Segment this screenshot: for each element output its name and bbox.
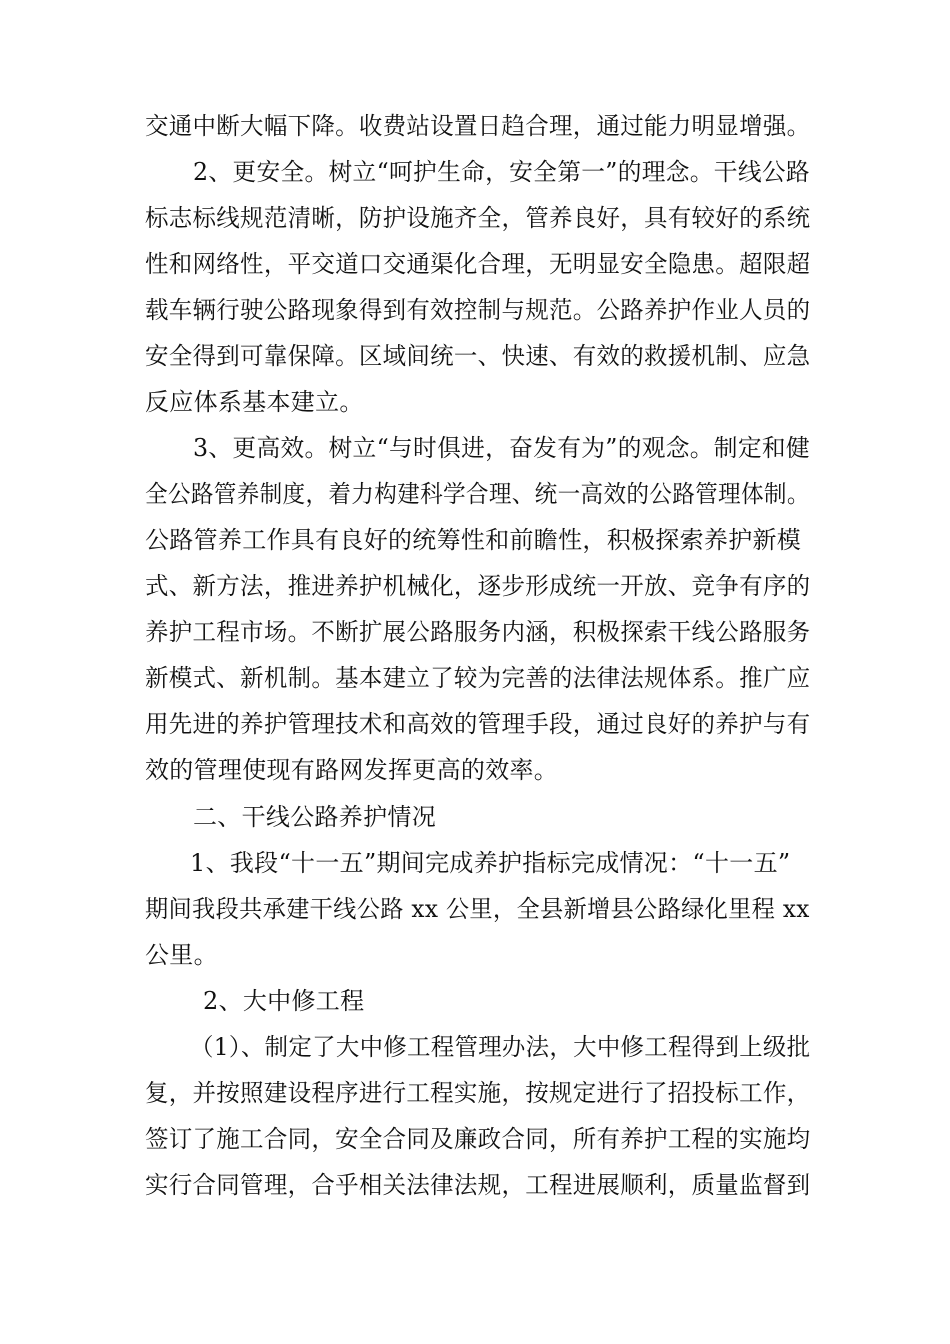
- body-text-line: 1、我段“十一五”期间完成养护指标完成情况：“十一五”: [190, 849, 791, 877]
- body-text-line: 用先进的养护管理技术和高效的管理手段，通过良好的养护与有: [145, 710, 811, 738]
- subsection-heading: 2、大中修工程: [203, 987, 365, 1015]
- body-text-line: 式、新方法，推进养护机械化，逐步形成统一开放、竞争有序的: [145, 572, 811, 600]
- body-text-line: 签订了施工合同，安全合同及廉政合同，所有养护工程的实施均: [145, 1125, 811, 1153]
- body-text-line: 新模式、新机制。基本建立了较为完善的法律法规体系。推广应: [145, 664, 811, 692]
- body-text-line: 公路管养工作具有良好的统筹性和前瞻性，积极探索养护新模: [145, 526, 802, 554]
- body-text-line: 交通中断大幅下降。收费站设置日趋合理，通过能力明显增强。: [145, 112, 811, 140]
- body-text-line: 性和网络性，平交道口交通渠化合理，无明显安全隐患。超限超: [145, 250, 811, 278]
- body-text-line: 期间我段共承建干线公路 xx 公里，全县新增县公路绿化里程 xx: [145, 895, 810, 923]
- body-text-line: 2、更安全。树立“呵护生命，安全第一”的理念。干线公路: [193, 158, 810, 186]
- body-text-line: （1）、制定了大中修工程管理办法，大中修工程得到上级批: [190, 1033, 811, 1061]
- section-heading: 二、干线公路养护情况: [193, 803, 436, 831]
- body-text-line: 全公路管养制度，着力构建科学合理、统一高效的公路管理体制。: [145, 480, 810, 508]
- body-text-line: 实行合同管理，合乎相关法律法规，工程进展顺利，质量监督到: [145, 1171, 811, 1199]
- body-text-line: 安全得到可靠保障。区域间统一、快速、有效的救援机制、应急: [145, 342, 811, 370]
- body-text-line: 标志标线规范清晰，防护设施齐全，管养良好，具有较好的系统: [145, 204, 811, 232]
- body-text-line: 效的管理使现有路网发挥更高的效率。: [145, 756, 559, 784]
- body-text-line: 载车辆行驶公路现象得到有效控制与规范。公路养护作业人员的: [145, 296, 811, 324]
- body-text-line: 养护工程市场。不断扩展公路服务内涵，积极探索干线公路服务: [145, 618, 811, 646]
- body-text-line: 复，并按照建设程序进行工程实施，按规定进行了招投标工作，: [145, 1079, 811, 1107]
- body-text-line: 3、更高效。树立“与时俱进，奋发有为”的观念。制定和健: [193, 434, 810, 462]
- body-text-line: 反应体系基本建立。: [145, 388, 364, 416]
- body-text-line: 公里。: [145, 941, 218, 969]
